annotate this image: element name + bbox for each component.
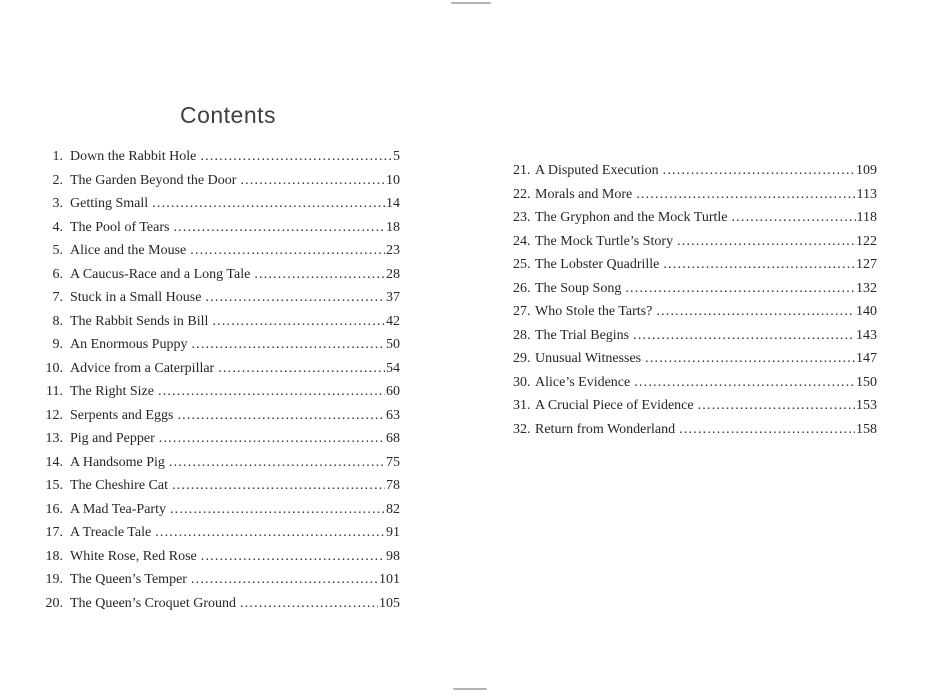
page-number: 101: [379, 572, 400, 587]
toc-entry[interactable]: [45, 169, 400, 193]
toc-entry[interactable]: [45, 380, 400, 404]
chapter-title: Return from Wonderland: [535, 421, 676, 437]
dot-leader: [212, 310, 385, 334]
chapter-title: Alice’s Evidence: [535, 374, 631, 390]
dot-leader: [663, 159, 855, 183]
page-number: 63: [386, 407, 400, 423]
page-number: 127: [856, 257, 877, 272]
page-number: 28: [386, 266, 400, 282]
chapter-number: 14.: [45, 454, 63, 470]
chapter-title: The Soup Song: [535, 280, 622, 296]
toc-list-left: [45, 145, 400, 615]
page-number: 132: [856, 280, 877, 296]
chapter-number: 1.: [52, 149, 63, 164]
chapter-title: The Queen’s Temper: [70, 572, 187, 587]
chapter-number: 19.: [45, 572, 63, 587]
page-number: 50: [386, 337, 400, 352]
toc-entry[interactable]: [513, 159, 877, 183]
chapter-number: 28.: [513, 327, 531, 343]
dot-leader: [155, 521, 385, 545]
toc-entry[interactable]: [45, 474, 400, 498]
toc-entry[interactable]: [45, 404, 400, 428]
chapter-number: 22.: [513, 186, 531, 202]
dot-leader: [625, 277, 855, 301]
chapter-title: The Garden Beyond the Door: [70, 172, 237, 188]
toc-entry[interactable]: [513, 371, 877, 395]
dot-leader: [663, 253, 855, 277]
toc-entry[interactable]: [45, 286, 400, 310]
page-number: 153: [856, 398, 877, 413]
chapter-number: 10.: [45, 360, 63, 376]
page-number: 118: [856, 210, 877, 225]
chapter-number: 23.: [513, 210, 531, 225]
toc-entry[interactable]: [513, 347, 877, 371]
page-number: 78: [386, 478, 400, 493]
dot-leader: [169, 451, 385, 475]
chapter-title: A Handsome Pig: [70, 454, 165, 470]
dot-leader: [636, 183, 855, 207]
chapter-title: Unusual Witnesses: [535, 351, 642, 366]
dot-leader: [158, 380, 385, 404]
chapter-title: Serpents and Eggs: [70, 407, 174, 423]
toc-entry[interactable]: [45, 333, 400, 357]
dot-leader: [731, 206, 855, 230]
page-number: 109: [856, 163, 877, 178]
dot-leader: [177, 404, 385, 428]
dot-leader: [172, 474, 385, 498]
page-number: 68: [386, 431, 400, 446]
toc-entry[interactable]: [513, 324, 877, 348]
dot-leader: [152, 192, 385, 216]
chapter-title: The Right Size: [70, 384, 154, 399]
dot-leader: [679, 418, 855, 442]
toc-entry[interactable]: [45, 568, 400, 592]
chapter-title: The Gryphon and the Mock Turtle: [535, 210, 728, 225]
toc-entry[interactable]: [45, 357, 400, 381]
toc-entry[interactable]: [45, 521, 400, 545]
right-page: [513, 159, 877, 441]
dot-leader: [173, 216, 385, 240]
page-number: 158: [856, 421, 877, 437]
page-number: 23: [386, 243, 400, 258]
page-number: 5: [393, 149, 400, 164]
chapter-title: A Disputed Execution: [535, 163, 659, 178]
toc-entry[interactable]: [45, 427, 400, 451]
page-number: 143: [856, 327, 877, 343]
page-edge-mark-bottom: [453, 688, 487, 690]
chapter-number: 31.: [513, 398, 531, 413]
page-number: 122: [856, 233, 877, 249]
chapter-title: A Crucial Piece of Evidence: [535, 398, 694, 413]
page-number: 150: [856, 374, 877, 390]
dot-leader: [240, 592, 378, 616]
dot-leader: [698, 394, 855, 418]
chapter-number: 18.: [45, 548, 63, 564]
dot-leader: [634, 371, 855, 395]
page-number: 60: [386, 384, 400, 399]
toc-entry[interactable]: [45, 498, 400, 522]
dot-leader: [170, 498, 385, 522]
chapter-number: 5.: [52, 243, 63, 258]
chapter-number: 27.: [513, 304, 531, 319]
page-number: 54: [386, 360, 400, 376]
chapter-title: A Caucus-Race and a Long Tale: [70, 266, 251, 282]
page-number: 91: [386, 525, 400, 540]
page-number: 18: [386, 219, 400, 235]
page-number: 147: [856, 351, 877, 366]
chapter-number: 12.: [45, 407, 63, 423]
chapter-title: The Trial Begins: [535, 327, 630, 343]
dot-leader: [205, 286, 385, 310]
chapter-number: 13.: [45, 431, 63, 446]
dot-leader: [677, 230, 855, 254]
page-number: 82: [386, 501, 400, 517]
toc-entry[interactable]: [45, 216, 400, 240]
left-page: [45, 104, 400, 615]
dot-leader: [218, 357, 385, 381]
chapter-title: Alice and the Mouse: [70, 243, 187, 258]
chapter-title: The Lobster Quadrille: [535, 257, 660, 272]
toc-entry[interactable]: [513, 418, 877, 442]
toc-entry[interactable]: [513, 183, 877, 207]
chapter-number: 6.: [52, 266, 63, 282]
chapter-title: Who Stole the Tarts?: [535, 304, 653, 319]
toc-entry[interactable]: [45, 451, 400, 475]
chapter-number: 26.: [513, 280, 531, 296]
chapter-number: 24.: [513, 233, 531, 249]
chapter-title: Down the Rabbit Hole: [70, 149, 197, 164]
dot-leader: [240, 169, 385, 193]
dot-leader: [254, 263, 385, 287]
chapter-title: Stuck in a Small House: [70, 290, 202, 305]
chapter-title: A Treacle Tale: [70, 525, 152, 540]
chapter-number: 21.: [513, 163, 531, 178]
dot-leader: [191, 333, 385, 357]
chapter-number: 8.: [52, 313, 63, 329]
chapter-number: 17.: [45, 525, 63, 540]
toc-entry[interactable]: [513, 394, 877, 418]
chapter-number: 29.: [513, 351, 531, 366]
chapter-number: 3.: [52, 196, 63, 211]
toc-entry[interactable]: [513, 253, 877, 277]
chapter-number: 20.: [45, 595, 63, 611]
dot-leader: [190, 239, 385, 263]
chapter-number: 16.: [45, 501, 63, 517]
page-number: 105: [379, 595, 400, 611]
toc-entry[interactable]: [45, 239, 400, 263]
chapter-title: A Mad Tea-Party: [70, 501, 166, 517]
page-number: 140: [856, 304, 877, 319]
chapter-number: 30.: [513, 374, 531, 390]
page-title: Contents: [179, 102, 277, 128]
dot-leader: [159, 427, 385, 451]
toc-entry[interactable]: [45, 592, 400, 616]
dot-leader: [201, 545, 385, 569]
toc-entry[interactable]: [45, 545, 400, 569]
chapter-title: The Queen’s Croquet Ground: [70, 595, 237, 611]
chapter-title: Pig and Pepper: [70, 431, 155, 446]
toc-entry[interactable]: [513, 230, 877, 254]
dot-leader: [200, 145, 392, 169]
chapter-title: The Cheshire Cat: [70, 478, 168, 493]
toc-entry[interactable]: [45, 145, 400, 169]
chapter-number: 15.: [45, 478, 63, 493]
chapter-title: Advice from a Caterpillar: [70, 360, 215, 376]
dot-leader: [656, 300, 855, 324]
toc-entry[interactable]: [45, 263, 400, 287]
toc-entry[interactable]: [45, 192, 400, 216]
dot-leader: [645, 347, 855, 371]
chapter-number: 7.: [52, 290, 63, 305]
toc-list-right: [513, 159, 877, 441]
page-edge-mark-top: [451, 2, 491, 4]
page-number: 37: [386, 290, 400, 305]
chapter-number: 9.: [52, 337, 63, 352]
dot-leader: [633, 324, 855, 348]
page-number: 98: [386, 548, 400, 564]
page-number: 113: [856, 186, 877, 202]
toc-entry[interactable]: [513, 300, 877, 324]
chapter-number: 11.: [46, 384, 63, 399]
page-number: 75: [386, 454, 400, 470]
page-number: 14: [386, 196, 400, 211]
page-number: 42: [386, 313, 400, 329]
chapter-number: 4.: [52, 219, 63, 235]
page-number: 10: [386, 172, 400, 188]
chapter-number: 2.: [52, 172, 63, 188]
chapter-title: The Mock Turtle’s Story: [535, 233, 674, 249]
chapter-title: An Enormous Puppy: [70, 337, 188, 352]
chapter-title: Getting Small: [70, 196, 149, 211]
chapter-title: The Rabbit Sends in Bill: [70, 313, 209, 329]
chapter-title: Morals and More: [535, 186, 633, 202]
chapter-number: 25.: [513, 257, 531, 272]
toc-entry[interactable]: [513, 277, 877, 301]
toc-entry[interactable]: [45, 310, 400, 334]
chapter-number: 32.: [513, 421, 531, 437]
chapter-title: White Rose, Red Rose: [70, 548, 197, 564]
toc-entry[interactable]: [513, 206, 877, 230]
dot-leader: [191, 568, 378, 592]
chapter-title: The Pool of Tears: [70, 219, 170, 235]
